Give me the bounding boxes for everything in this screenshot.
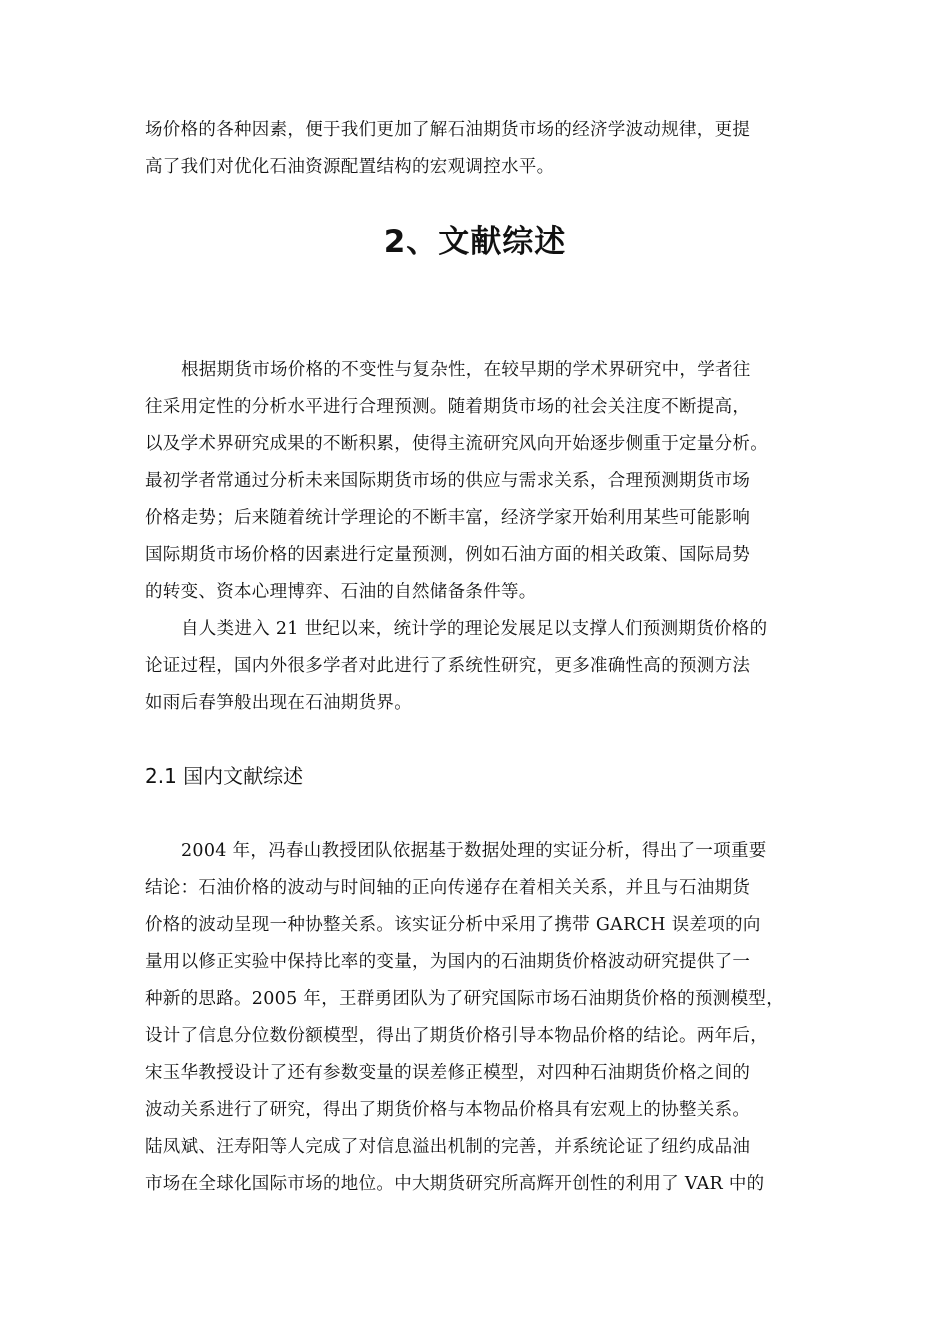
para1-line-5: 价格走势；后来随着统计学理论的不断丰富，经济学家开始利用某些可能影响 bbox=[145, 508, 751, 528]
para3-line-8: 波动关系进行了研究，得出了期货价格与本物品价格具有宏观上的协整关系。 bbox=[145, 1100, 751, 1120]
para3-line-2: 结论：石油价格的波动与时间轴的正向传递存在着相关关系，并且与石油期货 bbox=[145, 878, 751, 898]
para2-line-1: 自人类进入 21 世纪以来，统计学的理论发展足以支撑人们预测期货价格的 bbox=[181, 619, 768, 639]
para3-line-7: 宋玉华教授设计了还有参数变量的误差修正模型，对四种石油期货价格之间的 bbox=[145, 1063, 751, 1083]
para1-line-6: 国际期货市场价格的因素进行定量预测，例如石油方面的相关政策、国际局势 bbox=[145, 545, 751, 565]
section-title: 2.1 国内文献综述 bbox=[145, 764, 304, 788]
para3-line-1: 2004 年，冯春山教授团队依据基于数据处理的实证分析，得出了一项重要 bbox=[181, 841, 767, 861]
para2-line-3: 如雨后春笋般出现在石油期货界。 bbox=[145, 693, 412, 713]
para3-line-9: 陆凤斌、汪寿阳等人完成了对信息溢出机制的完善，并系统论证了纽约成品油 bbox=[145, 1137, 751, 1157]
para1-line-1: 根据期货市场价格的不变性与复杂性，在较早期的学术界研究中，学者往 bbox=[181, 360, 751, 380]
para1-line-3: 以及学术界研究成果的不断积累，使得主流研究风向开始逐步侧重于定量分析。 bbox=[145, 434, 768, 454]
para1-line-4: 最初学者常通过分析未来国际期货市场的供应与需求关系，合理预测期货市场 bbox=[145, 471, 751, 491]
para1-line-7: 的转变、资本心理博弈、石油的自然储备条件等。 bbox=[145, 582, 537, 602]
para3-line-10: 市场在全球化国际市场的地位。中大期货研究所高辉开创性的利用了 VAR 中的 bbox=[145, 1174, 765, 1194]
para3-line-3: 价格的波动呈现一种协整关系。该实证分析中采用了携带 GARCH 误差项的向 bbox=[145, 915, 761, 935]
intro-line-1: 场价格的各种因素，便于我们更加了解石油期货市场的经济学波动规律，更提 bbox=[145, 120, 751, 140]
para1-line-2: 往采用定性的分析水平进行合理预测。随着期货市场的社会关注度不断提高， bbox=[145, 397, 751, 417]
intro-line-2: 高了我们对优化石油资源配置结构的宏观调控水平。 bbox=[145, 157, 555, 177]
para3-line-6: 设计了信息分位数份额模型，得出了期货价格引导本物品价格的结论。两年后， bbox=[145, 1026, 768, 1046]
para2-line-2: 论证过程，国内外很多学者对此进行了系统性研究，更多准确性高的预测方法 bbox=[145, 656, 751, 676]
para3-line-4: 量用以修正实验中保持比率的变量，为国内的石油期货价格波动研究提供了一 bbox=[145, 952, 751, 972]
para3-line-5: 种新的思路。2005 年，王群勇团队为了研究国际市场石油期货价格的预测模型， bbox=[145, 989, 784, 1009]
chapter-title: 2、文献综述 bbox=[383, 224, 567, 260]
